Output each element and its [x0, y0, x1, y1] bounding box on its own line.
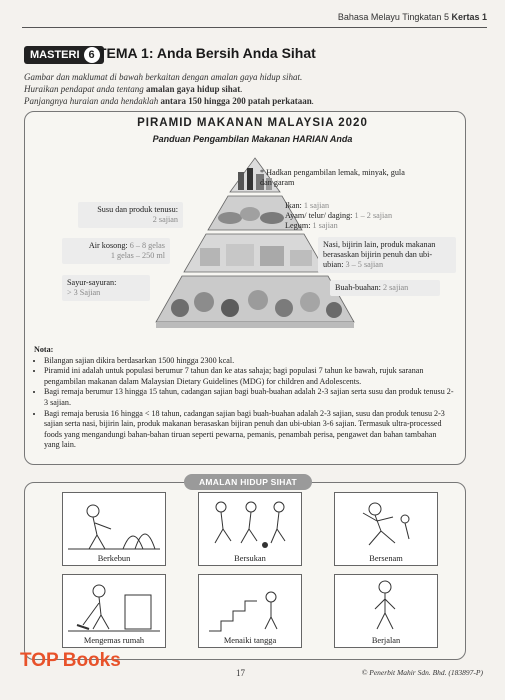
nota-item: • Bagi remaja berumur 13 hingga 15 tahun, cadangan sajian bagi buah-buahan adalah 2-3 sajian serta susu dan produk tenusu 2-3 sajian. [44, 387, 454, 408]
nota-item: • Bilangan sajian dikira berdasarkan 1500 hingga 2300 kcal. [44, 356, 454, 367]
page-number: 17 [236, 668, 245, 678]
label-vegetables: Sayur-sayuran: > 3 Sajian [62, 275, 150, 301]
instruction-line-1: Gambar dan maklumat di bawah berkaitan dengan amalan gaya hidup sihat. [24, 72, 303, 82]
activity-caption: Berjalan [334, 635, 438, 648]
healthy-lifestyle-title: AMALAN HIDUP SIHAT [184, 474, 312, 490]
activity-image-gardening [62, 492, 166, 554]
label-grains: Nasi, bijirin lain, produk makanan berasaskan bijirin penuh dan ubi-ubian: 3 – 5 sajian [318, 237, 456, 273]
activity-caption: Bersenam [334, 553, 438, 566]
activity-caption: Bersukan [198, 553, 302, 566]
running-header [338, 12, 487, 22]
topbooks-watermark: TOP Books [20, 650, 121, 671]
activity-image-exercise [334, 492, 438, 554]
activity-image-walking [334, 574, 438, 636]
masteri-number: 6 [84, 47, 100, 63]
label-dairy: Susu dan produk tenusu: 2 sajian [78, 202, 183, 228]
activity-caption: Mengemas rumah [62, 635, 166, 648]
publisher-credit: © Penerbit Mahir Sdn. Bhd. (183897-P) [361, 668, 483, 677]
label-limit-fats: * Hadkan pengambilan lemak, minyak, gula dan garam [260, 168, 405, 187]
label-protein: Ikan: 1 sajian Ayam/ telur/ daging: 1 – 2 sajian Legum: 1 sajian [285, 201, 393, 230]
paper-label: Kertas 1 [451, 12, 487, 22]
book-title: Bahasa Melayu Tingkatan 5 [337, 12, 449, 22]
activity-image-housework [62, 574, 166, 636]
activity-image-sports [198, 492, 302, 554]
pyramid-subtitle: Panduan Pengambilan Makanan HARIAN Anda [152, 134, 353, 144]
label-fruits: Buah-buahan: 2 sajian [330, 280, 440, 296]
pyramid-title: PIRAMID MAKANAN MALAYSIA 2020 [137, 117, 368, 129]
masteri-badge [24, 46, 104, 64]
header-rule [22, 27, 487, 28]
nota-section [34, 345, 454, 451]
activity-image-stairs [198, 574, 302, 636]
tema-title: TEMA 1: Anda Bersih Anda Sihat [98, 45, 316, 61]
activity-caption: Berkebun [62, 553, 166, 566]
nota-item: • Piramid ini adalah untuk populasi berumur 7 tahun dan ke atas sahaja; bagi populasi 7 tahun ke bawah, rujuk saranan pengambilan makanan dalam Malaysian Dietary Guidelines (MDG) for children and Adolescents. [44, 366, 454, 387]
masteri-label: MASTERI [30, 49, 80, 61]
label-water: Air kosong: 6 – 8 gelas 1 gelas – 250 ml [62, 238, 170, 264]
nota-item: • Bagi remaja berusia 16 hingga < 18 tahun, cadangan sajian bagi buah-buahan adalah 2-3 sajian, susu dan produk tenusu 2-3 sajian serta nasi, bijirin lain, produk makanan berasaskan bijiran penuh dan ubi-ubian 3-6 sajian. Termasuk ultra-processed foods yang mengandungi bahan-bahan tiruan seperti pewarna, pemanis, penambah perisa, pengawet dan bahan tambahan yang lain. [44, 409, 454, 451]
instruction-line-3: Panjangnya huraian anda hendaklah antara 150 hingga 200 patah perkataan. [24, 96, 315, 106]
instruction-line-2: Huraikan pendapat anda tentang amalan gaya hidup sihat. [24, 84, 243, 94]
activity-caption: Menaiki tangga [198, 635, 302, 648]
nota-heading: Nota: [34, 345, 54, 354]
